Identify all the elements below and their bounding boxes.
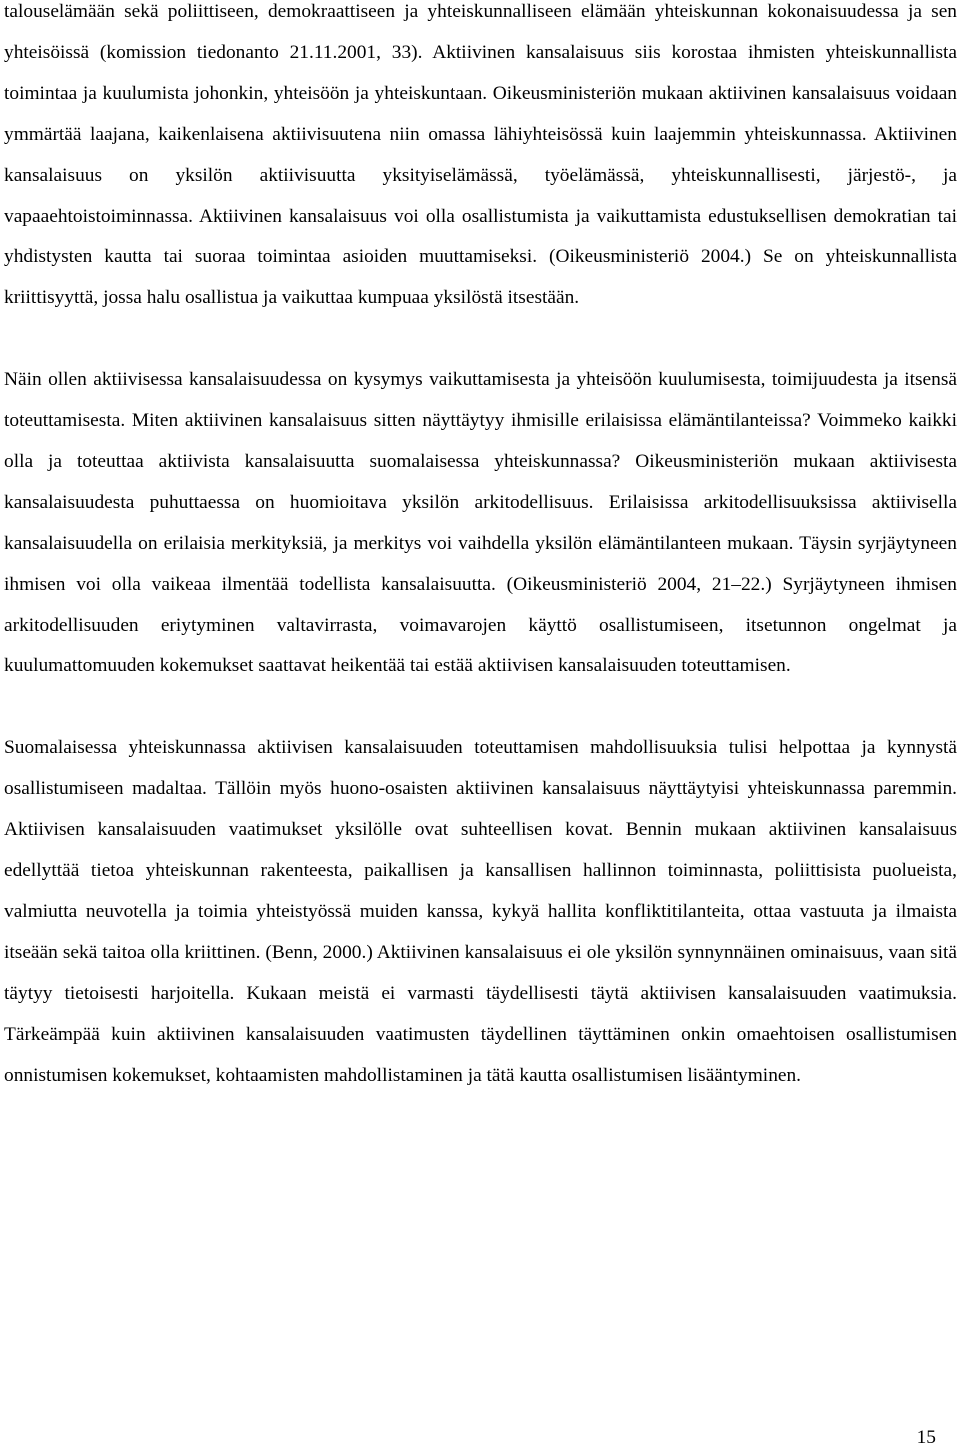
paragraph-2: Näin ollen aktiivisessa kansalaisuudessa on kysymys vaikuttamisesta ja yhteisöön kuulumisesta, toimijuudesta ja itsensä toteuttamisesta. Miten aktiivinen kansalaisuus sitten näyttäytyy ihmisille erilaisissa elämäntilanteissa? Voimmeko kaikki olla ja toteuttaa aktiivista kansalaisuutta suomalaisessa yhteiskunnassa? Oikeusministeriön mukaan aktiivisesta kansalaisuudesta puhuttaessa on huomioitava yksilön arkitodellisuus. Erilaisissa arkitodellisuuksissa aktiivisella kansalaisuudella on erilaisia merkityksiä, ja merkitys voi vaihdella yksilön elämäntilanteen mukaan. Täysin syrjäytyneen ihmisen voi olla vaikeaa ilmentää todellista kansalaisuutta. (Oikeusministeriö 2004, 21–22.) Syrjäytyneen ihmisen arkitodellisuuden eriytyminen valtavirrasta, voimavarojen käyttö osallistumiseen, itsetunnon ongelmat ja kuulumattomuuden kokemukset saattavat heikentää tai estää aktiivisen kansalaisuuden toteuttamisen. bbox=[4, 369, 957, 677]
paragraph-3: Suomalaisessa yhteiskunnassa aktiivisen kansalaisuuden toteuttamisen mahdollisuuksia tulisi helpottaa ja kynnystä osallistumiseen madaltaa. Tällöin myös huono-osaisten aktiivinen kansalaisuus näyttäytyisi yhteiskunnassa paremmin. Aktiivisen kansalaisuuden vaatimukset yksilölle ovat suhteellisen kovat. Bennin mukaan aktiivinen kansalaisuus edellyttää tietoa yhteiskunnan rakenteesta, paikallisen ja kansallisen hallinnon toiminnasta, poliittisista puolueista, valmiutta neuvotella ja toimia yhteistyössä muiden kanssa, kykyä hallita konfliktitilanteita, ottaa vastuuta ja ilmaista itseään sekä taitoa olla kriittinen. (Benn, 2000.) Aktiivinen kansalaisuus ei ole yksilön synnynnäinen ominaisuus, vaan sitä täytyy tietoisesti harjoitella. Kukaan meistä ei varmasti täydellisesti täytä aktiivisen kansalaisuuden vaatimuksia. Tärkeämpää kuin aktiivinen kansalaisuuden vaatimusten täydellinen täyttäminen onkin omaehtoisen osallistumisen onnistumisen kokemukset, kohtaamisten mahdollistaminen ja tätä kautta osallistumisen lisääntyminen. bbox=[4, 737, 957, 1086]
paragraph-1: talouselämään sekä poliittiseen, demokraattiseen ja yhteiskunnalliseen elämään yhteiskunnan kokonaisuudessa ja sen yhteisöissä (komission tiedonanto 21.11.2001, 33). Aktiivinen kansalaisuus siis korostaa ihmisten yhteiskunnallista toimintaa ja kuulumista johonkin, yhteisöön ja yhteiskuntaan. Oikeusministeriön mukaan aktiivinen kansalaisuus voidaan ymmärtää laajana, kaikenlaisena aktiivisuutena niin omassa lähiyhteisössä kuin laajemmin yhteiskunnassa. Aktiivinen kansalaisuus on yksilön aktiivisuutta yksityiselämässä, työelämässä, yhteiskunnallisesti, järjestö-, ja vapaaehtoistoiminnassa. Aktiivinen kansalaisuus voi olla osallistumista ja vaikuttamista edustuksellisen demokratian tai yhdistysten kautta tai suoraa toimintaa asioiden muuttamiseksi. (Oikeusministeriö 2004.) Se on yhteiskunnallista kriittisyyttä, jossa halu osallistua ja vaikuttaa kumpuaa yksilöstä itsestään. bbox=[4, 1, 957, 309]
page-number: 15 bbox=[916, 1427, 936, 1448]
document-page bbox=[4, 0, 957, 1096]
